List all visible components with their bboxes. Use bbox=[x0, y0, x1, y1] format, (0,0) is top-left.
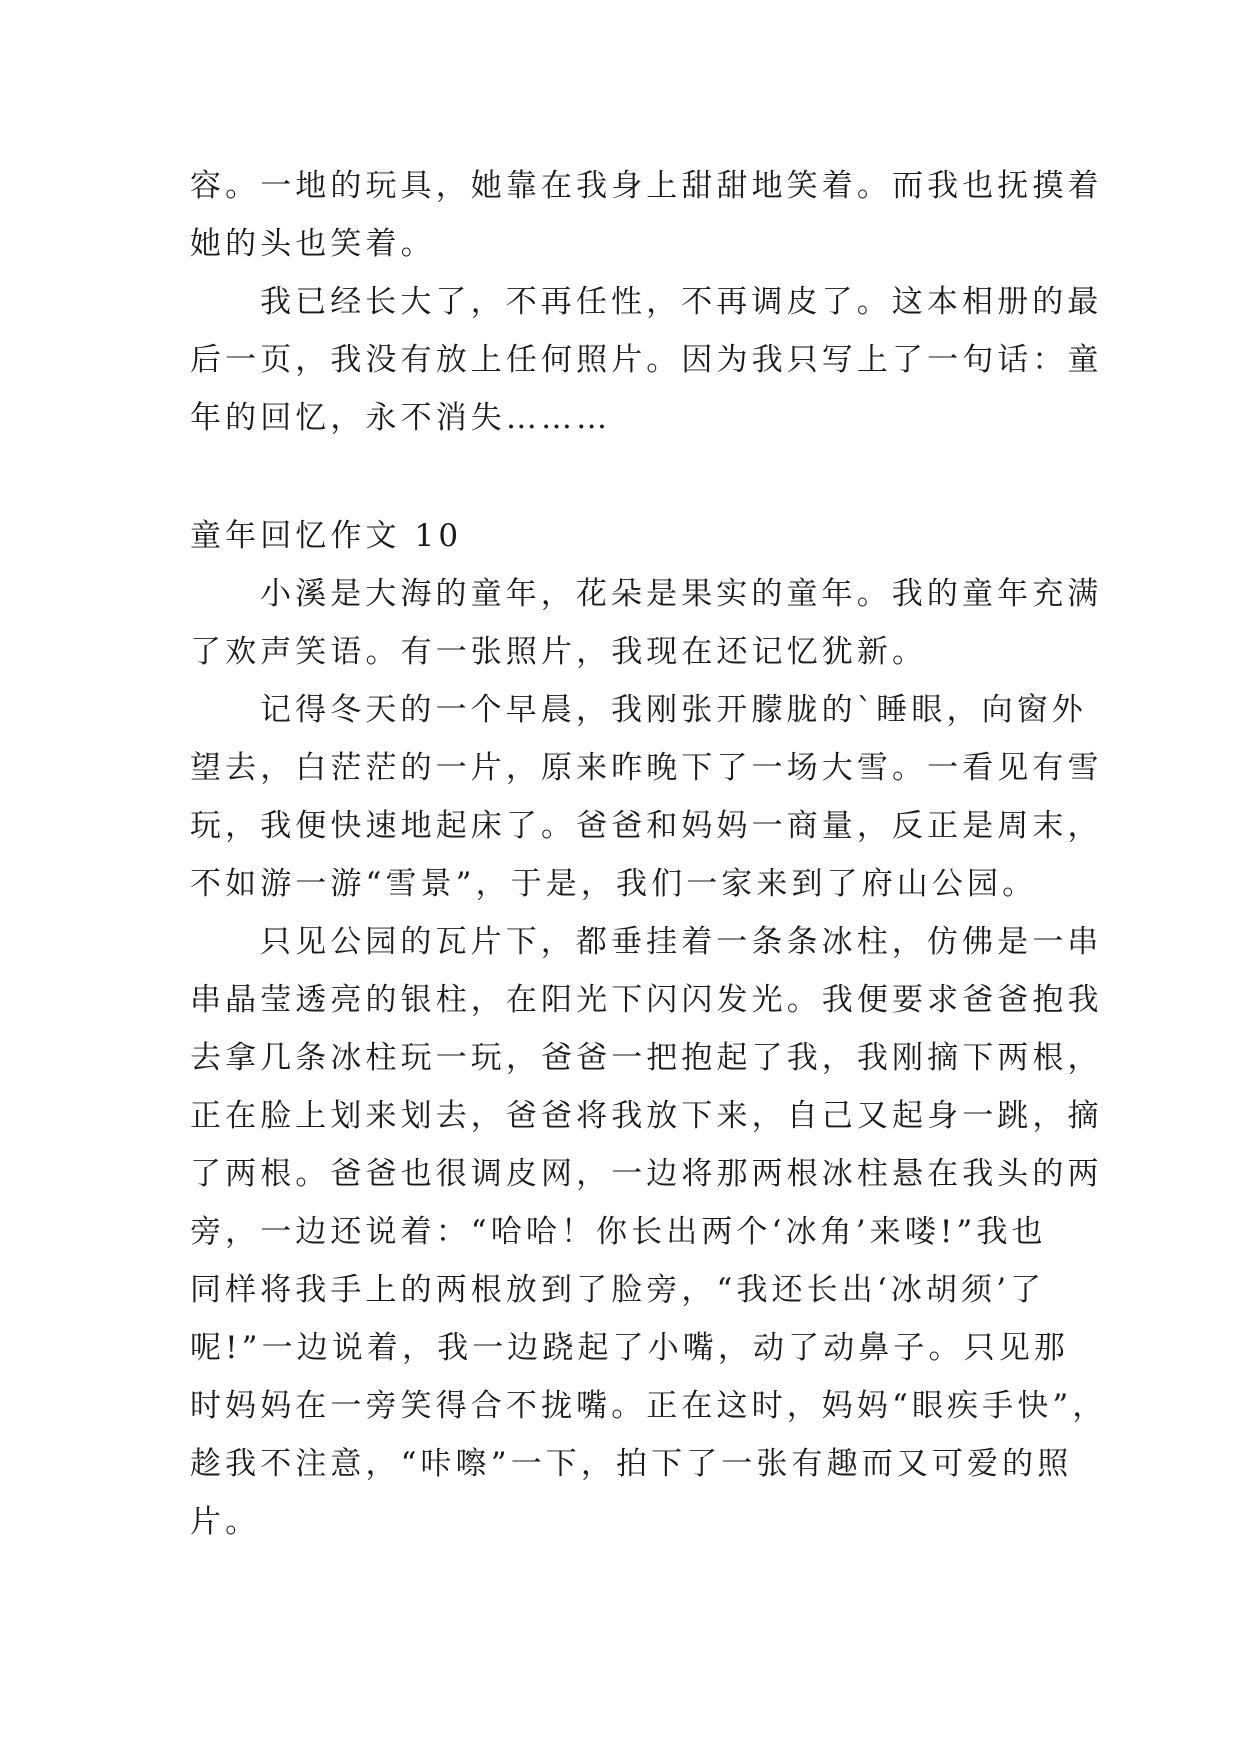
paragraph-1 bbox=[190, 157, 1103, 273]
paragraph-line: 时妈妈在一旁笑得合不拢嘴。正在这时，妈妈“眼疾手快”， bbox=[190, 1388, 1108, 1424]
section-heading: 童年回忆作文 10 bbox=[190, 518, 463, 554]
paragraph-line: 玩，我便快速地起床了。爸爸和妈妈一商量，反正是周末， bbox=[190, 808, 1103, 844]
paragraph-line: 呢!”一边说着，我一边跷起了小嘴，动了动鼻子。只见那 bbox=[190, 1330, 1069, 1366]
paragraph-5 bbox=[190, 913, 1108, 1551]
paragraph-line: 只见公园的瓦片下，都垂挂着一条条冰柱，仿佛是一串 bbox=[260, 924, 1103, 960]
paragraph-line: 望去，白茫茫的一片，原来昨晚下了一场大雪。一看见有雪 bbox=[190, 750, 1103, 786]
paragraph-line: 趁我不注意，“咔嚓”一下，拍下了一张有趣而又可爱的照 bbox=[190, 1446, 1073, 1482]
paragraph-line: 小溪是大海的童年，花朵是果实的童年。我的童年充满 bbox=[260, 576, 1103, 612]
paragraph-line: 去拿几条冰柱玩一玩，爸爸一把抱起了我，我刚摘下两根， bbox=[190, 1040, 1103, 1076]
paragraph-line: 片。 bbox=[190, 1504, 261, 1540]
paragraph-line: 我已经长大了，不再任性，不再调皮了。这本相册的最 bbox=[260, 284, 1103, 320]
paragraph-line: 同样将我手上的两根放到了脸旁，“我还长出‘冰胡须’了 bbox=[190, 1272, 1046, 1308]
paragraph-line: 串晶莹透亮的银柱，在阳光下闪闪发光。我便要求爸爸抱我 bbox=[190, 982, 1103, 1018]
paragraph-line: 她的头也笑着。 bbox=[190, 226, 436, 262]
paragraph-line: 后一页，我没有放上任何照片。因为我只写上了一句话：童 bbox=[190, 342, 1103, 378]
paragraph-line: 年的回忆，永不消失……… bbox=[190, 400, 612, 436]
paragraph-2 bbox=[190, 273, 1103, 447]
paragraph-line: 旁，一边还说着：“哈哈！你长出两个‘冰角’来喽!”我也 bbox=[190, 1214, 1047, 1250]
paragraph-line: 了两根。爸爸也很调皮网，一边将那两根冰柱悬在我头的两 bbox=[190, 1156, 1103, 1192]
paragraph-4 bbox=[190, 681, 1103, 913]
paragraph-3 bbox=[190, 565, 1103, 681]
paragraph-line: 正在脸上划来划去，爸爸将我放下来，自己又起身一跳，摘 bbox=[190, 1098, 1103, 1134]
paragraph-line: 了欢声笑语。有一张照片，我现在还记忆犹新。 bbox=[190, 634, 928, 670]
paragraph-line: 不如游一游“雪景”，于是，我们一家来到了府山公园。 bbox=[190, 866, 1038, 902]
paragraph-line: 容。一地的玩具，她靠在我身上甜甜地笑着。而我也抚摸着 bbox=[190, 168, 1103, 204]
paragraph-line: 记得冬天的一个早晨，我刚张开朦胧的`睡眼，向窗外 bbox=[260, 692, 1087, 728]
